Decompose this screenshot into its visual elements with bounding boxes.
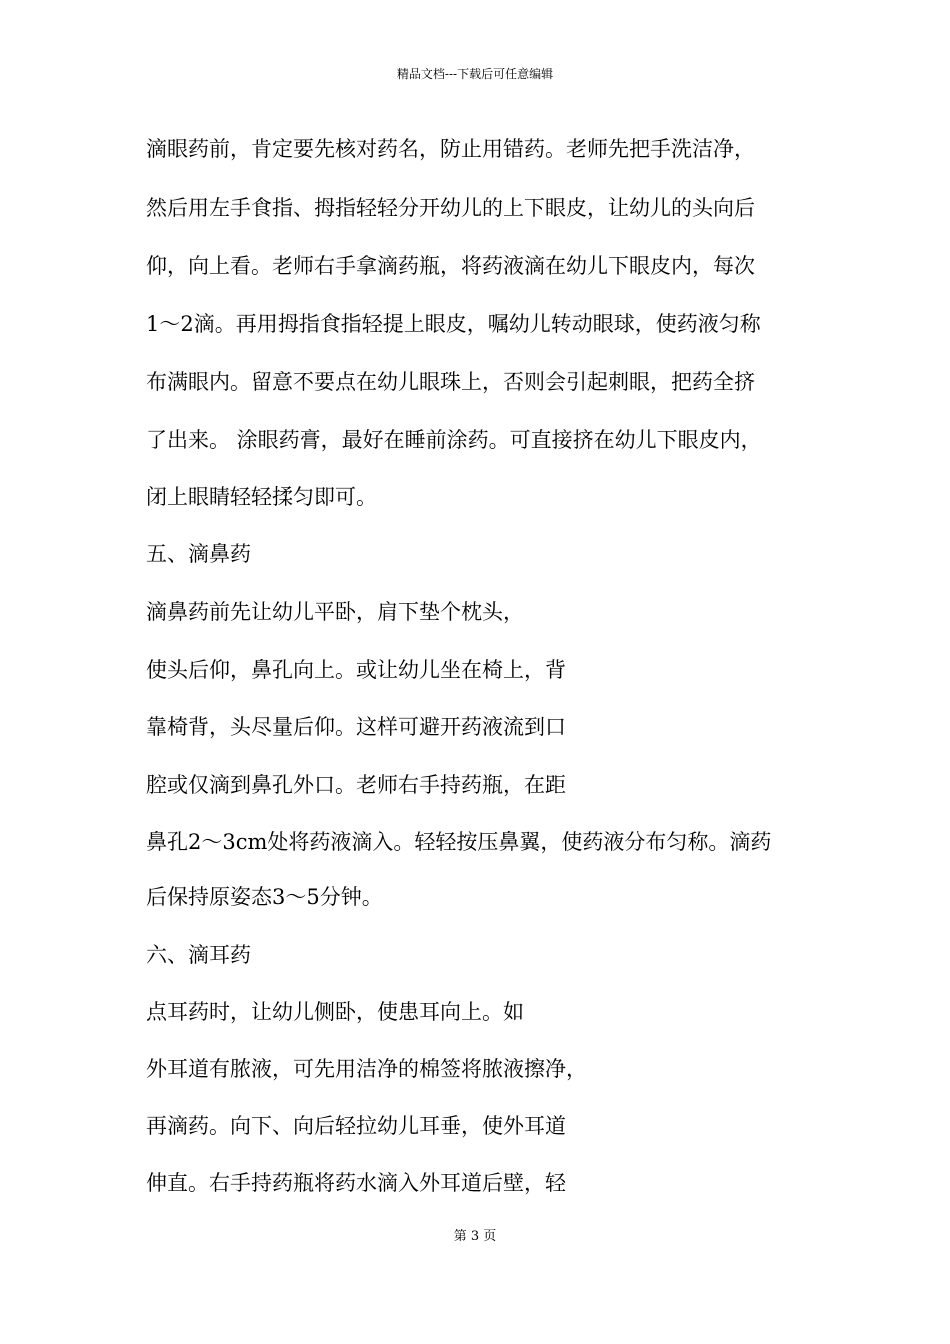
- body-line: 伸直。右手持药瓶将药水滴入外耳道后壁，轻: [146, 1171, 566, 1195]
- section-heading: 六、滴耳药: [146, 943, 251, 967]
- section-heading: 五、滴鼻药: [146, 542, 251, 566]
- body-line: 了出来。 涂眼药膏，最好在睡前涂药。可直接挤在幼儿下眼皮内，: [146, 428, 762, 452]
- page-number: 第 3 页: [453, 1229, 497, 1244]
- body-line: 外耳道有脓液，可先用洁净的棉签将脓液擦净，: [146, 1057, 587, 1081]
- body-line: 再滴药。向下、向后轻拉幼儿耳垂，使外耳道: [146, 1114, 566, 1138]
- body-line: 1～2滴。再用拇指食指轻提上眼皮，嘱幼儿转动眼球，使药液匀称: [146, 312, 761, 336]
- body-line: 点耳药时，让幼儿侧卧，使患耳向上。如: [146, 1000, 524, 1024]
- body-line: 闭上眼睛轻轻揉匀即可。: [146, 485, 377, 509]
- body-line: 然后用左手食指、拇指轻轻分开幼儿的上下眼皮，让幼儿的头向后: [146, 196, 755, 220]
- page-header: 精品文档---下载后可任意编辑: [396, 67, 554, 81]
- body-line: 鼻孔2～3cm处将药液滴入。轻轻按压鼻翼，使药液分布匀称。滴药: [146, 830, 772, 854]
- body-line: 滴眼药前，肯定要先核对药名，防止用错药。老师先把手洗洁净，: [146, 137, 755, 161]
- body-line: 仰，向上看。老师右手拿滴药瓶，将药液滴在幼儿下眼皮内，每次: [146, 254, 755, 278]
- body-line: 腔或仅滴到鼻孔外口。老师右手持药瓶，在距: [146, 773, 566, 797]
- body-line: 使头后仰，鼻孔向上。或让幼儿坐在椅上，背: [146, 658, 566, 682]
- body-line: 滴鼻药前先让幼儿平卧，肩下垫个枕头，: [146, 600, 524, 624]
- body-line: 布满眼内。留意不要点在幼儿眼珠上，否则会引起刺眼，把药全挤: [146, 370, 755, 394]
- body-line: 后保持原姿态3～5分钟。: [146, 885, 383, 909]
- body-line: 靠椅背，头尽量后仰。这样可避开药液流到口: [146, 715, 566, 739]
